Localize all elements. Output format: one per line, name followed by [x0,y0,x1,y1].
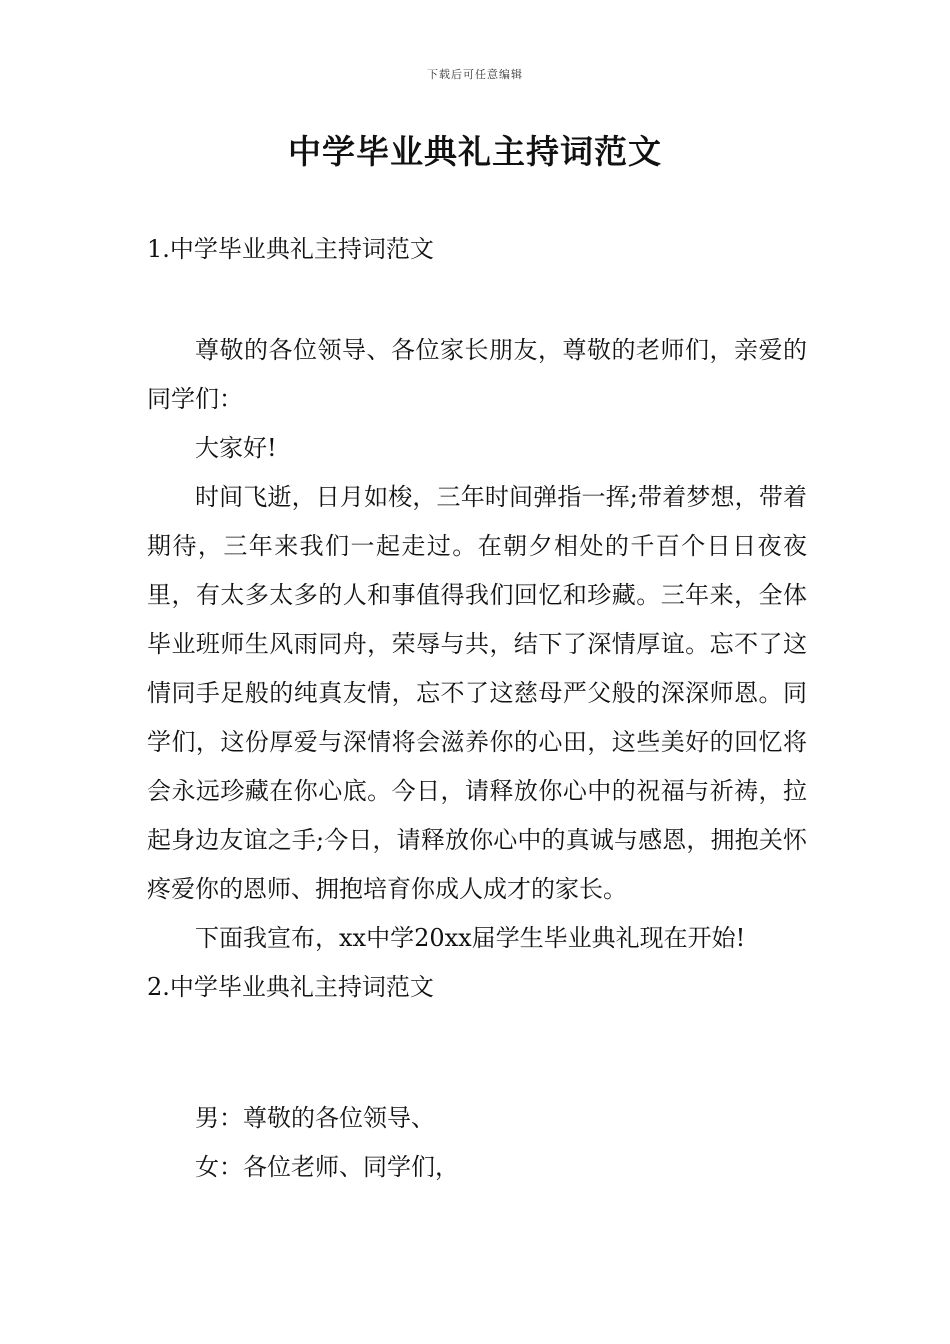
salutation-paragraph: 尊敬的各位领导、各位家长朋友，尊敬的老师们，亲爱的同学们： [147,336,807,413]
section-2-heading: 2.中学毕业典礼主持词范文 [147,973,434,1001]
document-title: 中学毕业典礼主持词范文 [288,132,662,171]
section-1-heading-block [147,225,807,274]
male-host-line: 男：尊敬的各位领导、 [195,1104,435,1132]
greeting-paragraph: 大家好! [195,434,277,462]
section-2-body [147,1094,807,1192]
announcement-paragraph: 下面我宣布，xx中学20xx届学生毕业典礼现在开始! [195,924,746,952]
main-speech-paragraph: 时间飞逝，日月如梭，三年时间弹指一挥;带着梦想，带着期待，三年来我们一起走过。在朝夕相处的千百个日日夜夜里，有太多太多的人和事值得我们回忆和珍藏。三年来，全体毕业班师生风雨同舟，荣辱与共，结下了深情厚谊。忘不了这情同手足般的纯真友情，忘不了这慈母严父般的深深师恩。同学们，这份厚爱与深情将会滋养你的心田，这些美好的回忆将会永远珍藏在你心底。今日，请释放你心中的祝福与祈祷，拉起身边友谊之手;今日，请释放你心中的真诚与感恩，拥抱关怀疼爱你的恩师、拥抱培育你成人成才的家长。 [147,483,807,903]
section-1-heading: 1.中学毕业典礼主持词范文 [147,235,434,263]
female-host-line: 女：各位老师、同学们， [195,1153,459,1181]
header-note: 下载后可任意编辑 [427,68,523,81]
section-1-body [147,326,807,1012]
